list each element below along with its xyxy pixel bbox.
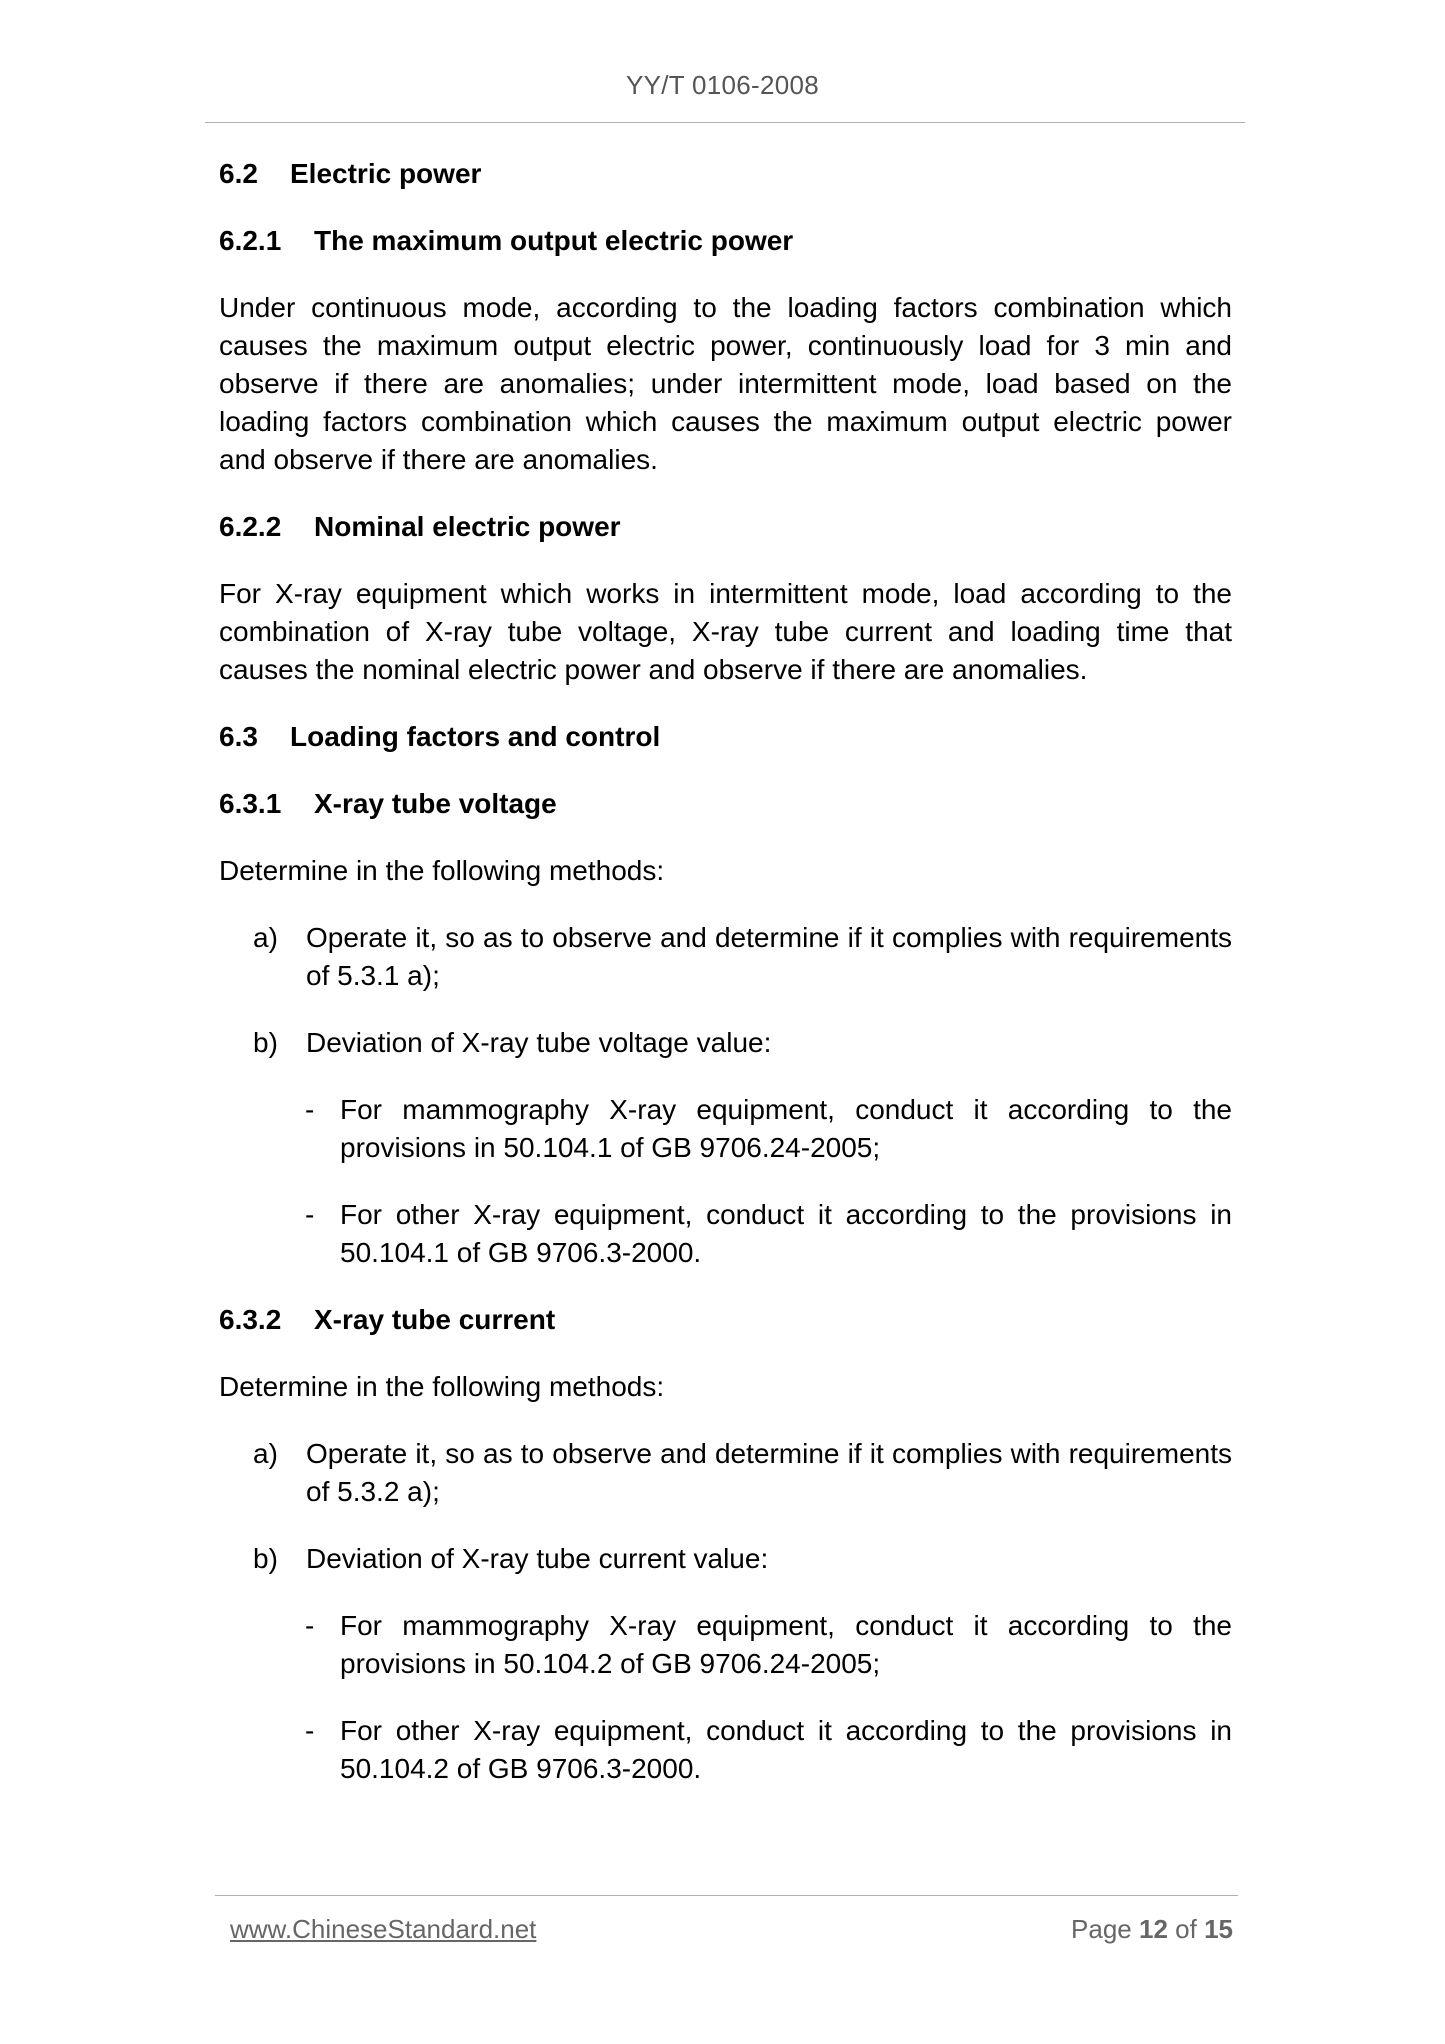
page-indicator	[1071, 1914, 1233, 1945]
list-item	[219, 1435, 1232, 1511]
footer-divider	[215, 1895, 1238, 1896]
dash-marker: -	[305, 1199, 315, 1230]
intro-text: Determine in the following methods:	[219, 855, 665, 886]
section-heading-6-2	[219, 155, 1232, 193]
sub-list-item	[219, 1091, 1232, 1167]
page-label: Page	[1071, 1914, 1132, 1944]
sub-list-item	[219, 1607, 1232, 1683]
section-heading-6-3-1	[219, 785, 1232, 823]
list-marker: a)	[253, 1438, 278, 1469]
section-heading-6-3-2	[219, 1301, 1232, 1339]
list-item-text: Deviation of X-ray tube voltage value:	[306, 1027, 772, 1058]
list-marker: b)	[253, 1027, 278, 1058]
total-pages-number: 15	[1204, 1914, 1233, 1944]
section-heading-6-2-1	[219, 222, 1232, 260]
section-number: 6.3.2	[219, 1304, 282, 1335]
section-title: Loading factors and control	[290, 721, 661, 752]
intro-text: Determine in the following methods:	[219, 1371, 665, 1402]
section-title: X-ray tube voltage	[314, 788, 557, 819]
list-marker: b)	[253, 1543, 278, 1574]
dash-marker: -	[305, 1715, 315, 1746]
list-item	[219, 1024, 1232, 1062]
sub-list-item-text: For other X-ray equipment, conduct it according to the provisions in 50.104.2 of GB 9706.3-2000.	[340, 1715, 1232, 1784]
dash-marker: -	[305, 1094, 315, 1125]
section-title: The maximum output electric power	[314, 225, 794, 256]
list-item-text: Deviation of X-ray tube current value:	[306, 1543, 769, 1574]
sub-list-item-text: For mammography X-ray equipment, conduct it according to the provisions in 50.104.1 of GB 9706.24-2005;	[340, 1094, 1232, 1163]
section-title: Nominal electric power	[314, 511, 621, 542]
current-page-number: 12	[1139, 1914, 1168, 1944]
paragraph-6-2-1: Under continuous mode, according to the loading factors combination which causes the maximum output electric power, continuously load for 3 min and observe if there are anomalies; under intermittent mode, load based on the loading factors combination which causes the maximum output electric power and observe if there are anomalies.	[219, 292, 1232, 475]
section-heading-6-2-2	[219, 508, 1232, 546]
page-body	[219, 155, 1232, 1817]
list-item-text: Operate it, so as to observe and determine if it complies with requirements of 5.3.2 a);	[306, 1438, 1232, 1507]
sub-list-item	[219, 1196, 1232, 1272]
section-heading-6-3	[219, 718, 1232, 756]
document-code-header: YY/T 0106-2008	[625, 70, 820, 100]
page-separator: of	[1175, 1914, 1197, 1944]
list-item	[219, 919, 1232, 995]
sub-list-item-text: For mammography X-ray equipment, conduct it according to the provisions in 50.104.2 of GB 9706.24-2005;	[340, 1610, 1232, 1679]
section-number: 6.2.1	[219, 225, 282, 256]
website-link[interactable]: www.ChineseStandard.net	[230, 1914, 537, 1944]
paragraph-6-2-2: For X-ray equipment which works in intermittent mode, load according to the combination of X-ray tube voltage, X-ray tube current and loading time that causes the nominal electric power and observe if there are anomalies.	[219, 578, 1232, 685]
section-number: 6.2.2	[219, 511, 282, 542]
dash-marker: -	[305, 1610, 315, 1641]
header-divider	[205, 122, 1245, 123]
list-marker: a)	[253, 922, 278, 953]
list-item-text: Operate it, so as to observe and determine if it complies with requirements of 5.3.1 a);	[306, 922, 1232, 991]
section-title: X-ray tube current	[314, 1304, 556, 1335]
section-number: 6.3.1	[219, 788, 282, 819]
section-number: 6.2	[219, 158, 258, 189]
sub-list-item-text: For other X-ray equipment, conduct it according to the provisions in 50.104.1 of GB 9706.3-2000.	[340, 1199, 1232, 1268]
section-number: 6.3	[219, 721, 258, 752]
list-item	[219, 1540, 1232, 1578]
sub-list-item	[219, 1712, 1232, 1788]
section-title: Electric power	[290, 158, 482, 189]
